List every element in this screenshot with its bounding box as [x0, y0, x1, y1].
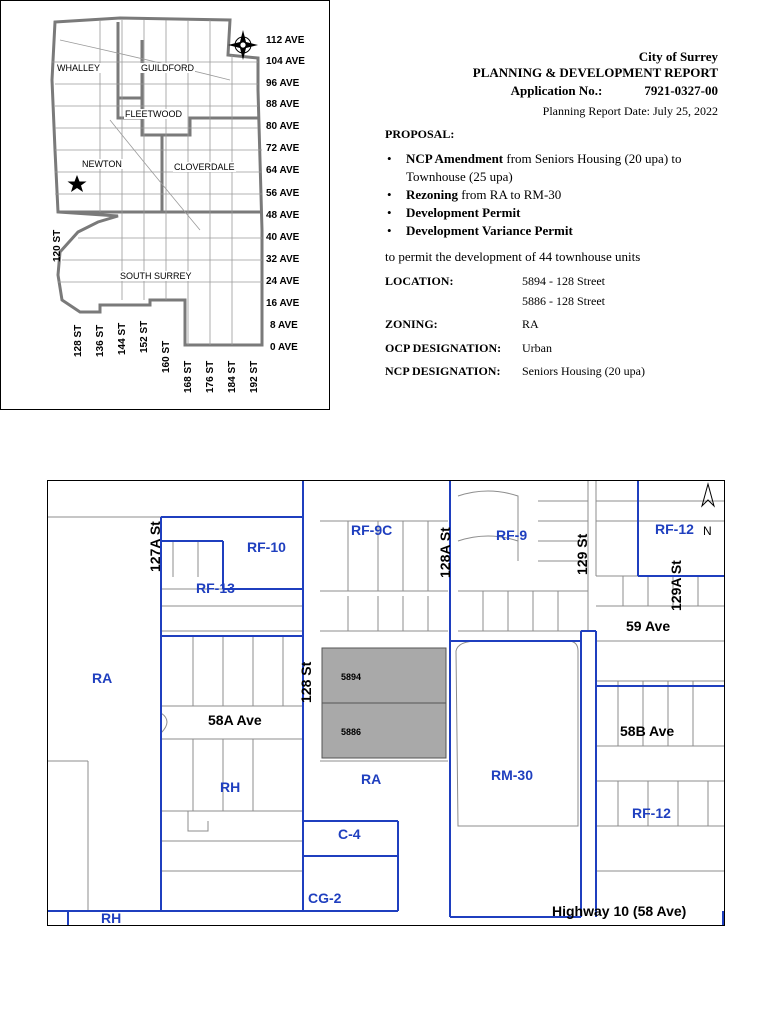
proposal-item: • NCP Amendment from Seniors Housing (20 upa) to Townhouse (25 upa): [385, 150, 725, 186]
street-label: 58B Ave: [620, 723, 675, 739]
avenue-label: 80 AVE: [266, 121, 300, 132]
zone-label: RF-12: [655, 521, 694, 537]
header-city: City of Surrey: [638, 49, 718, 64]
zone-label: RF-9C: [351, 522, 393, 538]
avenue-label: 48 AVE: [266, 210, 300, 221]
street-label: 58A Ave: [208, 712, 262, 728]
avenue-label: 24 AVE: [266, 276, 300, 287]
area-label: GUILDFORD: [141, 63, 195, 73]
zone-label: RF-10: [247, 539, 286, 555]
area-label: FLEETWOOD: [125, 109, 183, 119]
area-label: SOUTH SURREY: [120, 271, 192, 281]
street-label: 128 St: [298, 661, 314, 703]
area-label: WHALLEY: [57, 63, 101, 73]
zone-label: RF-13: [196, 580, 235, 596]
avenue-label: 40 AVE: [266, 232, 300, 243]
report-date: Planning Report Date: July 25, 2022: [542, 104, 718, 118]
zone-label: RH: [220, 779, 241, 795]
street-label: 128A St: [437, 527, 453, 578]
civic-number: 5894: [341, 672, 362, 682]
surrey-key-map: [0, 0, 330, 410]
ncp-value: Seniors Housing (20 upa): [522, 364, 645, 378]
avenue-label: 56 AVE: [266, 188, 300, 199]
proposal-intent: to permit the development of 44 townhouse units: [385, 249, 641, 264]
street-label: 160 ST: [161, 340, 172, 373]
avenue-label: 16 AVE: [266, 298, 300, 309]
proposal-item: • Development Permit: [385, 204, 725, 222]
avenue-label: 72 AVE: [266, 143, 300, 154]
application-label: Application No.:: [510, 83, 603, 98]
street-label: 59 Ave: [626, 618, 671, 634]
street-label: Highway 10 (58 Ave): [552, 903, 687, 919]
street-label: 144 ST: [117, 322, 128, 355]
location-value-1: 5894 - 128 Street: [522, 274, 605, 288]
north-arrow-icon: [702, 484, 714, 506]
zoning-value: RA: [522, 317, 539, 331]
zoning-map: [47, 480, 725, 926]
proposal-heading: PROPOSAL:: [385, 127, 455, 141]
north-label: N: [703, 524, 712, 538]
street-label: 176 ST: [205, 360, 216, 393]
zone-label: RH: [101, 910, 122, 926]
star-icon: [68, 175, 87, 192]
avenue-label: 104 AVE: [266, 56, 305, 67]
avenue-label: 8 AVE: [270, 320, 298, 331]
ncp-label: NCP DESIGNATION:: [385, 364, 501, 378]
zone-label: RF-12: [632, 805, 671, 821]
report-title: PLANNING & DEVELOPMENT REPORT: [472, 65, 718, 80]
proposal-item: • Development Variance Permit: [385, 222, 725, 240]
street-label: 136 ST: [95, 324, 106, 357]
zone-label: RA: [361, 771, 382, 787]
street-label: 129 St: [574, 533, 590, 575]
zone-label: CG-2: [308, 890, 342, 906]
avenue-label: 64 AVE: [266, 165, 300, 176]
street-label: 128 ST: [73, 324, 84, 357]
proposal-list: [385, 150, 725, 240]
ocp-value: Urban: [522, 341, 552, 355]
zoning-label: ZONING:: [385, 317, 438, 331]
street-label: 127A St: [147, 521, 163, 572]
ocp-label: OCP DESIGNATION:: [385, 341, 502, 355]
area-label: NEWTON: [82, 159, 122, 169]
avenue-label: 32 AVE: [266, 254, 300, 265]
zone-label: C-4: [338, 826, 361, 842]
location-value-2: 5886 - 128 Street: [522, 294, 605, 308]
zone-label: RA: [92, 670, 113, 686]
street-label: 120 ST: [52, 229, 63, 262]
civic-number: 5886: [341, 727, 362, 737]
street-label: 168 ST: [183, 360, 194, 393]
application-number-row: [511, 83, 718, 99]
area-label: CLOVERDALE: [174, 162, 235, 172]
avenue-label: 88 AVE: [266, 99, 300, 110]
application-number: 7921-0327-00: [644, 83, 718, 98]
avenue-label: 0 AVE: [270, 342, 298, 353]
street-label: 184 ST: [227, 360, 238, 393]
avenue-label: 96 AVE: [266, 78, 300, 89]
street-label: 152 ST: [139, 320, 150, 353]
zone-label: RM-30: [491, 767, 534, 783]
street-label: 129A St: [668, 560, 684, 611]
proposal-item: • Rezoning from RA to RM-30: [385, 186, 725, 204]
location-label: LOCATION:: [385, 274, 454, 288]
avenue-label: 112 AVE: [266, 35, 305, 46]
street-label: 192 ST: [249, 360, 260, 393]
zone-label: RF-9: [496, 527, 528, 543]
